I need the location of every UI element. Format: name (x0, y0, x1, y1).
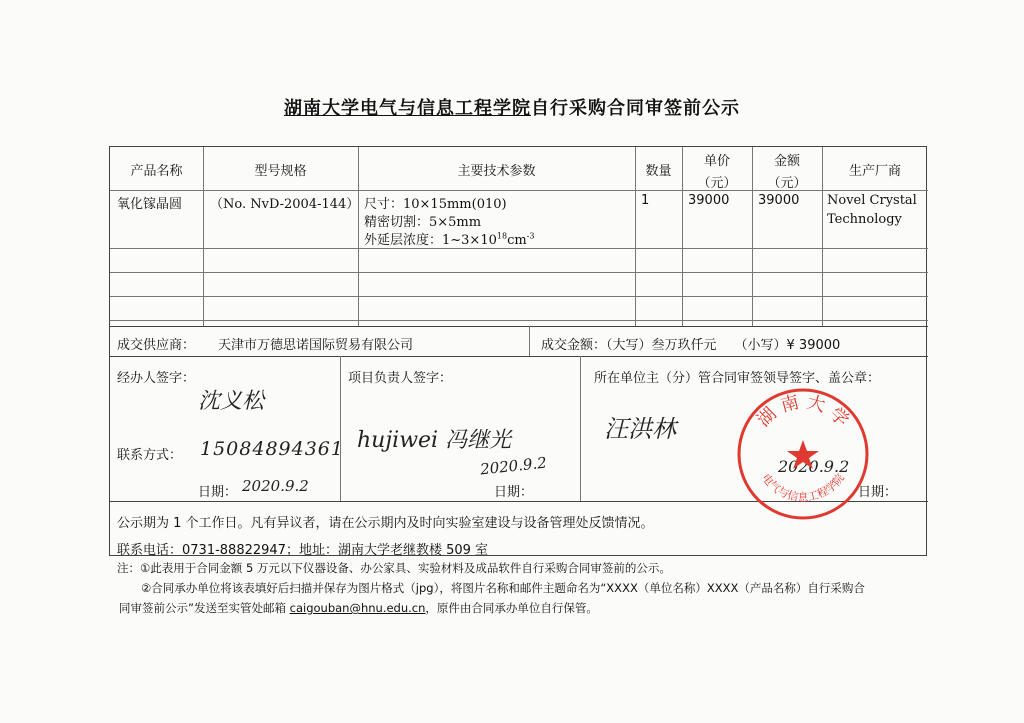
cell-model: （No. NvD-2004-144） (210, 197, 360, 212)
cell-product: 氧化镓晶圆 (117, 197, 183, 212)
note-1: 注：①此表用于合同金额 5 万元以下仪器设备、办公家具、实验材料及成品软件自行采购合同审签前的公示。 (117, 561, 671, 575)
notice-period: 公示期为 1 个工作日。凡有异议者，请在公示期内及时向实验室建设与设备管理处反馈情况。 (117, 516, 654, 531)
header-price-unit: （元） (697, 176, 737, 191)
supplier-name: 天津市万德思诺国际贸易有限公司 (218, 338, 414, 353)
note-2: ②合同承办单位将该表填好后扫描并保存为图片格式（jpg），将图片名称和邮件主题命名为“XXXX（单位名称）XXXX（产品名称）自行采购合 (141, 581, 865, 595)
pm-label: 项目负责人签字： (348, 371, 453, 386)
deal-amount-number: （小写）¥ 39000 (734, 338, 841, 353)
note-3-text: 同审签前公示”发送至实管处邮箱 (119, 601, 290, 615)
cell-amount: 39000 (758, 193, 800, 208)
header-amount-unit: （元） (767, 176, 807, 191)
leader-signature: 汪洪林 (604, 415, 676, 443)
note-3 (119, 600, 598, 616)
page-title (0, 94, 1024, 120)
header-params: 主要技术参数 (457, 164, 536, 179)
cell-price: 39000 (688, 193, 730, 208)
cell-maker-line2: Technology (827, 212, 902, 227)
header-amount: 金额 (773, 154, 800, 169)
row-divider (110, 272, 928, 273)
deal-amount-words: 成交金额：（大写）叁万玖仟元 (541, 338, 717, 353)
cell-param-size: 尺寸：10×15mm(010) (364, 197, 507, 212)
title-rest: 自行采购合同审签前公示 (531, 98, 740, 119)
handler-date: 2020.9.2 (242, 477, 309, 495)
handler-date-label: 日期： (198, 485, 238, 500)
col-divider (580, 356, 581, 501)
row-divider (110, 248, 928, 249)
deal-amount (541, 334, 840, 353)
row-divider (110, 320, 928, 321)
leader-date-label: 日期： (858, 485, 898, 500)
row-divider (110, 356, 928, 357)
contact-label: 联系方式： (117, 448, 183, 463)
official-seal (735, 386, 871, 522)
doping-unit-exp: -3 (526, 231, 535, 241)
handler-signature: 沈义松 (198, 389, 265, 414)
header-maker: 生产厂商 (848, 164, 901, 179)
handler-label: 经办人签字： (117, 371, 196, 386)
header-model: 型号规格 (254, 164, 307, 179)
procurement-form (109, 146, 927, 556)
seal-top-text: 湖 南 大 学 (753, 391, 853, 432)
cell-param-cut: 精密切割：5×5mm (364, 215, 482, 230)
doping-exp: 18 (496, 231, 508, 241)
col-divider (529, 326, 530, 356)
cell-param-doping (364, 229, 534, 248)
seal-star-icon (787, 440, 819, 469)
cell-qty: 1 (641, 193, 650, 208)
email-link[interactable]: caigouban@hnu.edu.cn (289, 601, 426, 615)
leader-date: 2020.9.2 (778, 457, 850, 476)
header-price: 单价 (703, 154, 730, 169)
header-qty: 数量 (645, 164, 672, 179)
header-product: 产品名称 (130, 164, 183, 179)
doping-unit: cm (507, 233, 527, 248)
doping-base: 外延层浓度：1~3×10 (364, 233, 497, 248)
supplier-label: 成交供应商： (117, 338, 196, 353)
cell-maker-line1: Novel Crystal (827, 193, 917, 208)
pm-date: 2020.9.2 (479, 453, 548, 479)
seal-bottom-text: 电气与信息工程学院 (759, 471, 847, 504)
title-college: 湖南大学电气与信息工程学院 (284, 98, 531, 119)
row-divider (110, 326, 928, 327)
contact-value: 15084894361 (200, 438, 344, 460)
row-divider (110, 296, 928, 297)
pm-signature: hujiwei 冯继光 (357, 428, 512, 453)
note-3-tail: ，原件由合同承办单位自行保管。 (425, 601, 598, 615)
col-divider (340, 356, 341, 501)
leader-label: 所在单位主（分）管合同审签领导签字、盖公章： (594, 371, 881, 386)
notice-contact: 联系电话：0731-88822947；地址：湖南大学老继教楼 509 室 (117, 543, 489, 558)
pm-date-label: 日期： (494, 485, 534, 500)
